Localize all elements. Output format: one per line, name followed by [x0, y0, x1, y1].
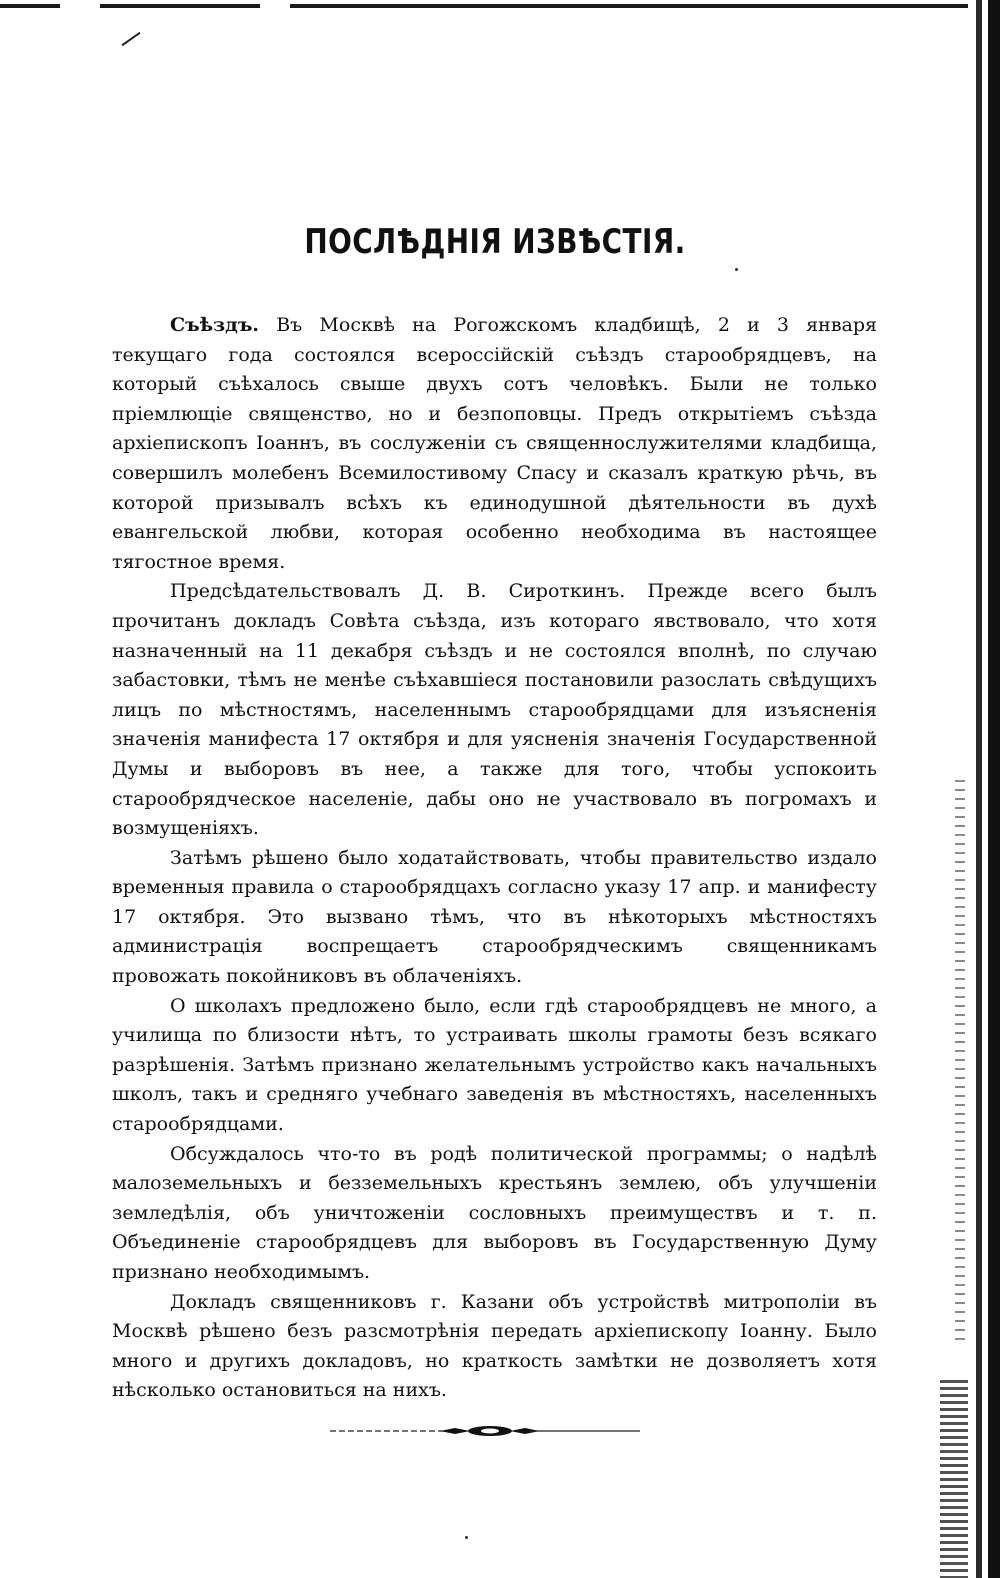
paragraph-text: Въ Москвѣ на Рогожскомъ кладбищѣ, 2 и 3 января текущаго года состоялся всероссійскій съѣздъ старообрядцевъ, на который съѣхалось свыше двухъ сотъ человѣкъ. Были не только пріемлющіе священство, но и безпоповцы. Предъ открытіемъ съѣзда архіепископъ Іоаннъ, въ сослуженіи съ священнослужителями кладбища, совершилъ молебенъ Всемилостивому Спасу и сказалъ краткую рѣчь, въ которой призывалъ всѣхъ къ единодушной дѣятельности въ духѣ евангельской любви, которая особенно необходима въ настоящее тягостное время. [112, 314, 877, 573]
scan-right-edge [968, 0, 1000, 1578]
paragraph-5 [112, 1140, 877, 1288]
page-title: ПОСЛѢДНІЯ ИЗВѢСТІЯ. [304, 222, 686, 262]
paragraph-text: Предсѣдательствовалъ Д. В. Сироткинъ. Прежде всего былъ прочитанъ докладъ Совѣта съѣзда, изъ котораго явствовало, что хотя назначенный на 11 декабря съѣздъ и не состоялся вполнѣ, по случаю забастовки, тѣмъ не менѣе съѣхавшіеся постановили разослать свѣдущихъ лицъ по мѣстностямъ, населеннымъ старообрядцами для изъясненія значенія манифеста 17 октября и для уясненія значенія Государственной Думы и выборовъ въ нее, а также для того, чтобы успокоить старообрядческое населеніе, дабы оно не участвовало въ погромахъ и возмущеніяхъ. [112, 580, 877, 840]
article-body [112, 311, 877, 1406]
paragraph-4 [112, 992, 877, 1140]
scan-mark [121, 32, 140, 46]
scan-top-border [0, 4, 975, 8]
paragraph-text: О школахъ предложено было, если гдѣ старообрядцевъ не много, а училища по близости нѣтъ, то устраивать школы грамоты безъ всякаго разрѣшенія. Затѣмъ признано желательнымъ устройство какъ начальныхъ школъ, такъ и средняго учебнаго заведенія въ мѣстностяхъ, населенныхъ старообрядцами. [112, 994, 877, 1136]
paragraph-6 [112, 1288, 877, 1406]
end-ornament [330, 1424, 650, 1438]
paragraph-3 [112, 844, 877, 992]
section-run-in-heading: Съѣздъ. [170, 314, 260, 336]
paragraph-text: Докладъ священниковъ г. Казани объ устройствѣ митрополіи въ Москвѣ рѣшено безъ разсмотрѣнія передать архіепископу Іоанну. Было много и другихъ докладовъ, но краткость замѣтки не дозволяетъ хотя нѣсколько остановиться на нихъ. [112, 1290, 877, 1402]
paragraph-text: Затѣмъ рѣшено было ходатайствовать, чтобы правительство издало временныя правила о старообрядцахъ согласно указу 17 апр. и манифесту 17 октября. Это вызвано тѣмъ, что въ нѣкоторыхъ мѣстностяхъ администрація воспрещаетъ старообрядческимъ священникамъ провожать покойниковъ въ облаченіяхъ. [112, 846, 877, 988]
paragraph-1 [112, 311, 877, 577]
paragraph-text: Обсуждалось что-то въ родѣ политической программы; о надѣлѣ малоземельныхъ и безземельныхъ крестьянъ землею, объ улучшеніи земледѣлія, объ уничтоженіи сословныхъ преимуществъ и т. п. Объединеніе старообрядцевъ для выборовъ въ Государственную Думу признано необходимымъ. [112, 1142, 877, 1283]
paragraph-2 [112, 577, 877, 843]
